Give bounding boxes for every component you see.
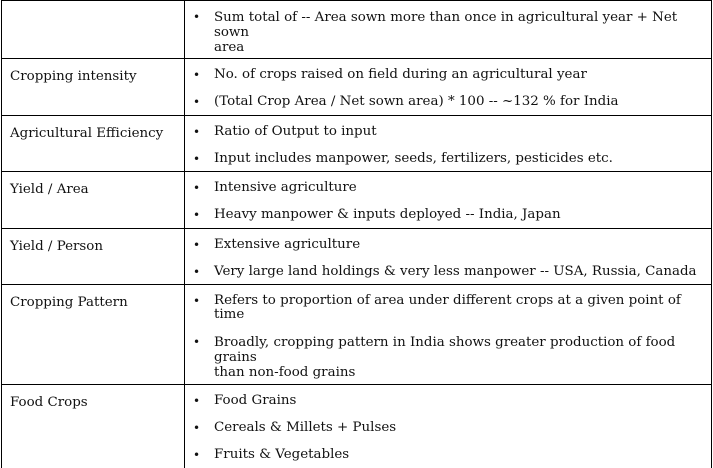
list-item-text: Extensive agriculture [214, 237, 361, 252]
list-item-text: Refers to proportion of area under different crops at a given point of time [214, 293, 681, 322]
list-item [185, 256, 711, 283]
list-item-text: No. of crops raised on field during an agricultural year [214, 67, 587, 82]
list-item [185, 59, 711, 86]
list-item [185, 199, 711, 226]
table-row [2, 285, 712, 385]
bullet-icon: • [193, 294, 201, 308]
table-row [2, 59, 712, 116]
list-item-text: Cereals & Millets + Pulses [214, 420, 397, 435]
term-cell: Food Crops [2, 385, 185, 468]
list-item [185, 385, 711, 412]
list-item-text: Sum total of -- Area sown more than once in agricultural year + Net sown [214, 10, 678, 40]
list-item-text: Fruits & Vegetables [214, 447, 350, 462]
list-item [185, 229, 711, 256]
definitions-table [1, 0, 712, 468]
definition-cell [185, 116, 712, 172]
bullet-icon: • [193, 125, 201, 139]
bullet-icon: • [193, 265, 201, 279]
list-item [185, 439, 711, 466]
list-item-text: than non-food grains [214, 365, 356, 380]
list-item [185, 412, 711, 439]
definition-cell [185, 285, 712, 385]
list-item [185, 172, 711, 199]
term-cell [2, 1, 185, 59]
list-item [185, 116, 711, 143]
bullet-icon: • [193, 421, 201, 435]
list-item-text: Ratio of Output to input [214, 124, 377, 139]
bullet-icon: • [193, 152, 201, 166]
list-item-text: area [214, 40, 245, 55]
list-item-text: Very large land holdings & very less manpower -- USA, Russia, Canada [214, 264, 697, 279]
table-row [2, 1, 712, 59]
table-row [2, 385, 712, 468]
term-cell: Cropping intensity [2, 59, 185, 116]
term-cell: Yield / Area [2, 172, 185, 229]
definition-cell [185, 172, 712, 229]
list-item-text: Heavy manpower & inputs deployed -- India, Japan [214, 207, 561, 222]
list-item-text: (Total Crop Area / Net sown area) * 100 -- ~132 % for India [214, 94, 619, 109]
definition-cell [185, 229, 712, 285]
list-item [185, 86, 711, 113]
list-item-text: Input includes manpower, seeds, fertilizers, pesticides etc. [214, 151, 613, 166]
bullet-icon: • [193, 181, 201, 195]
bullet-icon: • [193, 394, 201, 408]
list-item [185, 1, 711, 58]
term-cell: Agricultural Efficiency [2, 116, 185, 172]
bullet-icon: • [193, 335, 201, 349]
list-item-text: Broadly, cropping pattern in India shows greater production of food grains [214, 335, 676, 365]
bullet-icon: • [193, 238, 201, 252]
bullet-icon: • [193, 208, 201, 222]
list-item [185, 143, 711, 170]
table-row [2, 229, 712, 285]
bullet-icon: • [193, 448, 201, 462]
definition-cell [185, 1, 712, 59]
definition-cell [185, 385, 712, 468]
list-item-text: Intensive agriculture [214, 180, 357, 195]
bullet-icon: • [193, 95, 201, 109]
term-cell: Cropping Pattern [2, 285, 185, 385]
definition-cell [185, 59, 712, 116]
bullet-icon: • [193, 10, 201, 24]
table-row [2, 172, 712, 229]
list-item [185, 326, 711, 384]
bullet-icon: • [193, 68, 201, 82]
table-row [2, 116, 712, 172]
term-cell: Yield / Person [2, 229, 185, 285]
list-item [185, 285, 711, 326]
list-item-text: Food Grains [214, 393, 297, 408]
